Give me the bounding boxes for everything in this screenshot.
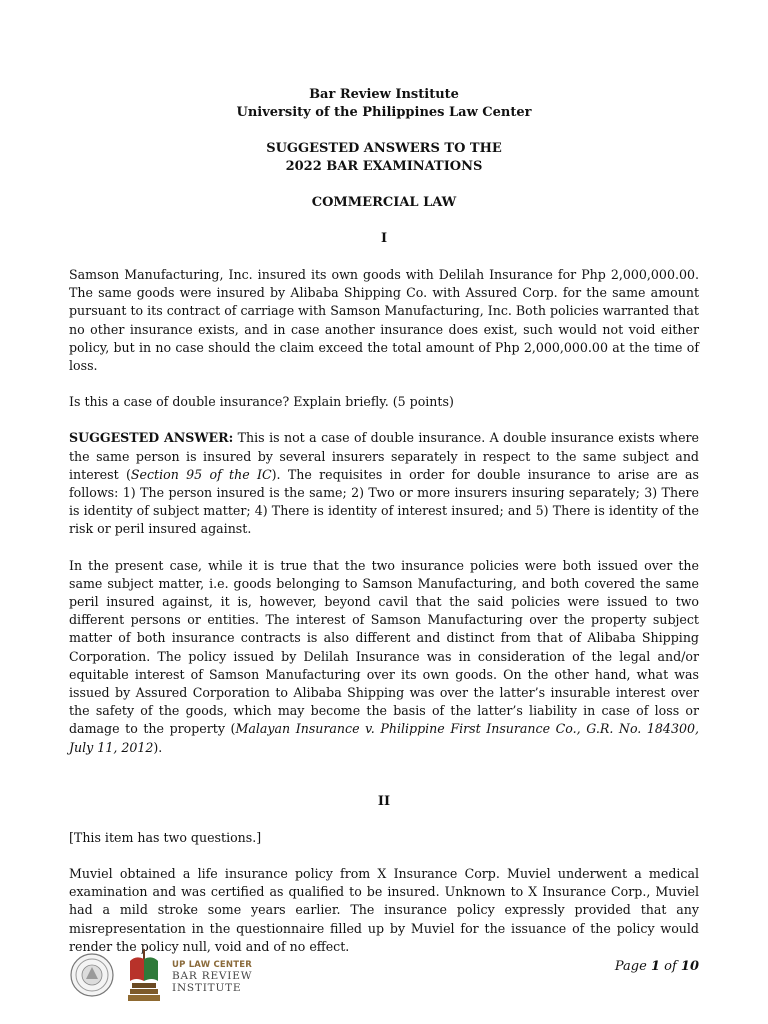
page-of: of xyxy=(664,959,677,974)
page-number xyxy=(615,959,699,974)
question-number-1: I xyxy=(380,231,388,246)
footer-brand xyxy=(172,960,252,994)
q1-answer xyxy=(69,429,699,538)
header-exam: 2022 BAR EXAMINATIONS xyxy=(285,159,483,174)
question-number-2: II xyxy=(377,793,391,809)
page-current: 1 xyxy=(650,959,660,974)
q1-facts: Samson Manufacturing, Inc. insured its own goods with Delilah Insurance for Php 2,000,000.00. The same goods were insured by Alibaba Shipping Co. with Assured Corp. for the same amount pursuant to its contract of carriage with Samson Manufacturing, Inc. Both policies warranted that no other insurance exists, and in case another insurance does exist, such would not void either policy, but in no case should the claim exceed the total amount of Php 2,000,000.00 at the time of loss. xyxy=(69,267,699,374)
answer-text-b: ). The requisites in order for double insurance to arise are as follows: 1) The person insured is the same; 2) Two or more insurers insuring separately; 3) There is identity of subject matter; 4) There is identity of interest insured; and 5) There is identity of the risk or peril insured against. xyxy=(69,466,699,537)
page-footer xyxy=(0,945,768,1005)
analysis-text: In the present case, while it is true that the two insurance policies were both issued over the same subject matter, i.e. goods belonging to Samson Manufacturing, and both covered the same peril insured against, it is, however, beyond cavil that the said policies were issued to two different persons or entities. The interest of Samson Manufacturing over the property subject matter of both insurance contracts is also different and distinct from that of Alibaba Shipping Corporation. The policy issued by Delilah Insurance was in consideration of the legal and/or equitable interest of Samson Manufacturing over its own goods. On the other hand, what was issued by Assured Corporation to Alibaba Shipping was over the latter’s insurable interest over the safety of the goods, which may become the basis of the latter’s liability in case of loss or damage to the property ( xyxy=(69,557,699,737)
header-institute: Bar Review Institute xyxy=(309,87,459,102)
q1-question: Is this a case of double insurance? Explain briefly. (5 points) xyxy=(69,394,454,410)
up-seal-icon xyxy=(70,953,114,997)
q2-note: [This item has two questions.] xyxy=(69,829,262,845)
brand-line-3: INSTITUTE xyxy=(172,982,242,994)
answer-text-a: This is not a case of double insurance. A double insurance exists where the same person is insured by several insurers separately in respect to the same subject and interest ( xyxy=(69,430,700,482)
bar-review-logo-icon xyxy=(126,947,162,1003)
subject-title: COMMERCIAL LAW xyxy=(311,195,457,210)
analysis-citation: Malayan Insurance v. Philippine First Insurance Co., G.R. No. 184300, July 11, 2012 xyxy=(69,721,699,755)
header-center: University of the Philippines Law Center xyxy=(236,105,532,120)
analysis-end: ). xyxy=(153,739,163,755)
document-page xyxy=(69,86,699,956)
brand-line-1: UP LAW CENTER xyxy=(172,960,252,970)
q2-facts: Muviel obtained a life insurance policy from X Insurance Corp. Muviel underwent a medical examination and was certified as qualified to be insured. Unknown to X Insurance Corp., Muviel had a mild stroke some years earlier. The insurance policy expressly provided that any misrepresentation in the questionnaire filled up by Muviel for the issuance of the policy would render the policy null, void and of no effect. xyxy=(69,866,699,954)
answer-citation: Section 95 of the IC xyxy=(130,466,272,482)
brand-line-2: BAR REVIEW xyxy=(172,970,253,982)
page-total: 10 xyxy=(680,959,699,974)
q1-analysis xyxy=(69,557,699,757)
answer-label: SUGGESTED ANSWER: xyxy=(69,430,234,446)
header-suggested: SUGGESTED ANSWERS TO THE xyxy=(266,141,502,156)
page-word: Page xyxy=(614,959,647,974)
